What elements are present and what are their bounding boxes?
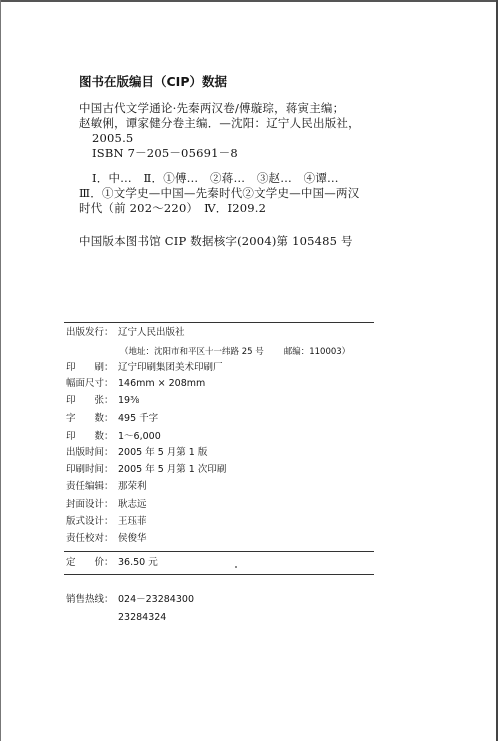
cip-index-line-3: 时代（前 202～220） Ⅳ．I209.2 bbox=[79, 201, 267, 215]
scan-edge-left bbox=[0, 0, 1, 741]
price-label: 定 价： bbox=[66, 557, 114, 568]
printdate-value: 2005 年 5 月第 1 次印刷 bbox=[118, 464, 227, 475]
words-value: 495 千字 bbox=[118, 413, 159, 424]
layout-design-value: 王珏菲 bbox=[118, 516, 147, 527]
copies-row bbox=[66, 431, 161, 443]
address-row bbox=[120, 345, 350, 357]
editor-value: 那荣利 bbox=[118, 481, 147, 492]
printer-label: 印 刷： bbox=[66, 362, 114, 373]
cip-index-line-1: Ⅰ．中… Ⅱ．①傅… ②蒋… ③赵… ④谭… bbox=[92, 171, 339, 185]
copies-value: 1～6,000 bbox=[118, 431, 161, 442]
publisher-row bbox=[66, 327, 185, 339]
cover-label: 封面设计： bbox=[66, 499, 114, 510]
cip-heading: 图书在版编目（CIP）数据 bbox=[79, 74, 227, 89]
printer-value: 辽宁印刷集团美术印刷厂 bbox=[118, 362, 223, 373]
top-divider bbox=[64, 322, 374, 323]
printer-row bbox=[66, 362, 223, 374]
cip-index-line-2: Ⅲ．①文学史—中国—先秦时代②文学史—中国—两汉 bbox=[79, 186, 360, 200]
scan-speck bbox=[235, 566, 237, 568]
bottom-divider bbox=[64, 574, 374, 575]
size-row bbox=[66, 378, 205, 390]
sheets-row bbox=[66, 395, 139, 407]
size-value: 146mm × 208mm bbox=[118, 378, 206, 389]
pubdate-label: 出版时间： bbox=[66, 447, 114, 458]
proof-label: 责任校对： bbox=[66, 533, 114, 544]
address-text: （地址：沈阳市和平区十一纬路 25 号 bbox=[120, 347, 264, 357]
printdate-row bbox=[66, 464, 226, 476]
cip-spacer bbox=[79, 161, 409, 171]
cover-value: 耿志远 bbox=[118, 499, 147, 510]
cip-title-line: 中国古代文学通论·先秦两汉卷/傅璇琮，蒋寅主编； bbox=[79, 101, 345, 115]
printdate-label: 印刷时间： bbox=[66, 464, 114, 475]
editor-label: 责任编辑： bbox=[66, 481, 114, 492]
layout-design-label: 版式设计： bbox=[66, 516, 114, 527]
words-row bbox=[66, 413, 158, 425]
hotline-label: 销售热线： bbox=[66, 594, 114, 605]
hotline-number-2: 23284324 bbox=[118, 612, 167, 623]
size-label: 幅面尺寸： bbox=[66, 378, 114, 389]
layout-design-row bbox=[66, 516, 147, 528]
cip-isbn-line: ISBN 7－205－05691－8 bbox=[92, 146, 238, 160]
hotline-row bbox=[66, 594, 194, 606]
hotline-number-1: 024－23284300 bbox=[118, 594, 194, 605]
postcode-text: 邮编：110003） bbox=[283, 347, 351, 357]
proof-value: 侯俊华 bbox=[118, 533, 147, 544]
words-label: 字 数： bbox=[66, 413, 114, 424]
proof-row bbox=[66, 533, 147, 545]
cover-row bbox=[66, 499, 147, 511]
pubdate-value: 2005 年 5 月第 1 版 bbox=[118, 447, 208, 458]
price-value: 36.50 元 bbox=[118, 557, 158, 568]
publisher-label: 出版发行： bbox=[66, 327, 114, 338]
cip-block bbox=[79, 74, 409, 249]
publisher-value: 辽宁人民出版社 bbox=[118, 327, 185, 338]
cip-editors-line: 赵敏俐，谭家健分卷主编．—沈阳：辽宁人民出版社， bbox=[79, 116, 360, 130]
cip-date-line: 2005.5 bbox=[92, 131, 134, 145]
copies-label: 印 数： bbox=[66, 431, 114, 442]
editor-row bbox=[66, 481, 147, 493]
middle-divider bbox=[64, 551, 374, 552]
sheets-label: 印 张： bbox=[66, 395, 114, 406]
price-row bbox=[66, 557, 158, 569]
pubdate-row bbox=[66, 447, 207, 459]
cip-catalog-number: 中国版本图书馆 CIP 数据核字(2004)第 105485 号 bbox=[79, 234, 353, 248]
scan-edge-top bbox=[0, 0, 498, 2]
hotline-row-2 bbox=[118, 612, 166, 624]
sheets-value: 19⅜ bbox=[118, 395, 140, 406]
